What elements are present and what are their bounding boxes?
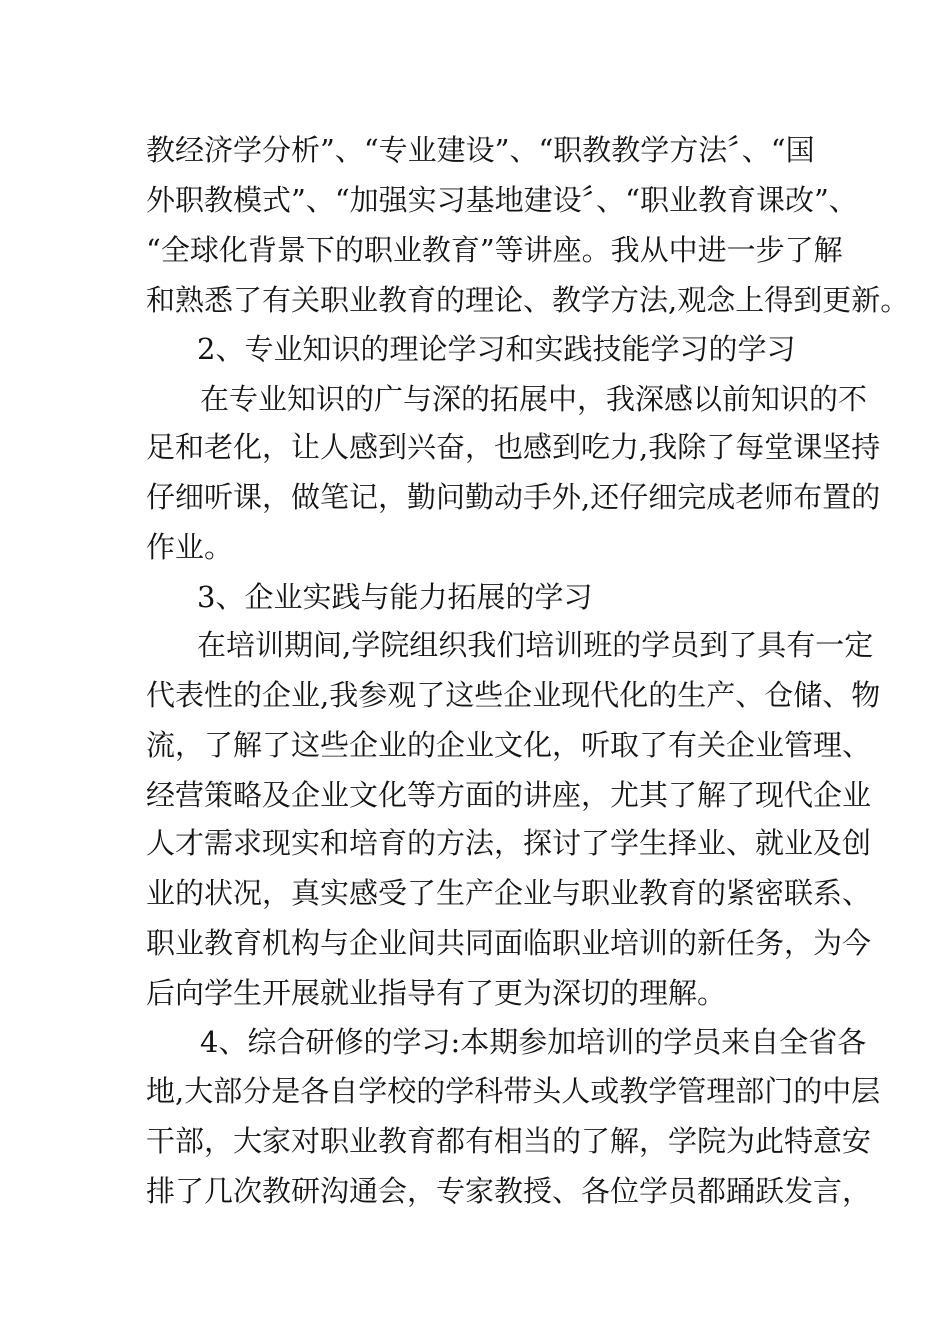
- section-heading: 2、专业知识的理论学习和实践技能学习的学习: [197, 332, 796, 366]
- text-line: 地,大部分是各自学校的学科带头人或教学管理部门的中层: [146, 1074, 881, 1108]
- text-line: “全球化背景下的职业教育”等讲座。我从中进一步了解: [146, 233, 843, 267]
- text-line: 足和老化，让人感到兴奋，也感到吃力,我除了每堂课坚持: [146, 430, 881, 464]
- text-line: 在专业知识的广与深的拓展中，我深感以前知识的不: [200, 382, 868, 416]
- text-line: 干部，大家对职业教育都有相当的了解，学院为此特意安: [146, 1124, 872, 1158]
- text-line: 教经济学分析”、“专业建设”、“职教教学方法〞、“国: [146, 133, 815, 167]
- text-line: 外职教模式”、“加强实习基地建设〞、“职业教育课改”、: [146, 183, 858, 217]
- text-line: 排了几次教研沟通会，专家教授、各位学员都踊跃发言，: [146, 1174, 872, 1208]
- text-line: 代表性的企业,我参观了这些企业现代化的生产、仓储、物: [146, 678, 881, 712]
- text-line: 职业教育机构与企业间共同面临职业培训的新任务，为今: [146, 926, 872, 960]
- text-line: 后向学生开展就业指导有了更为深切的理解。: [146, 976, 727, 1010]
- text-line: 流，了解了这些企业的企业文化，听取了有关企业管理、: [146, 728, 872, 762]
- text-line: 在培训期间,学院组织我们培训班的学员到了具有一定: [197, 628, 874, 662]
- section-heading: 3、企业实践与能力拓展的学习: [197, 580, 593, 614]
- text-line: 业的状况，真实感受了生产企业与职业教育的紧密联系、: [146, 876, 872, 910]
- text-line: 作业。: [146, 530, 234, 564]
- text-line: 仔细听课，做笔记，勤问勤动手外,还仔细完成老师布置的: [146, 480, 881, 514]
- text-line: 人才需求现实和培育的方法，探讨了学生择业、就业及创: [146, 826, 872, 860]
- text-line: 经营策略及企业文化等方面的讲座，尤其了解了现代企业: [146, 778, 872, 812]
- text-line: 和熟悉了有关职业教育的理论、教学方法,观念上得到更新。: [146, 283, 910, 317]
- section-heading: 4、综合研修的学习:本期参加培训的学员来自全省各: [200, 1025, 867, 1059]
